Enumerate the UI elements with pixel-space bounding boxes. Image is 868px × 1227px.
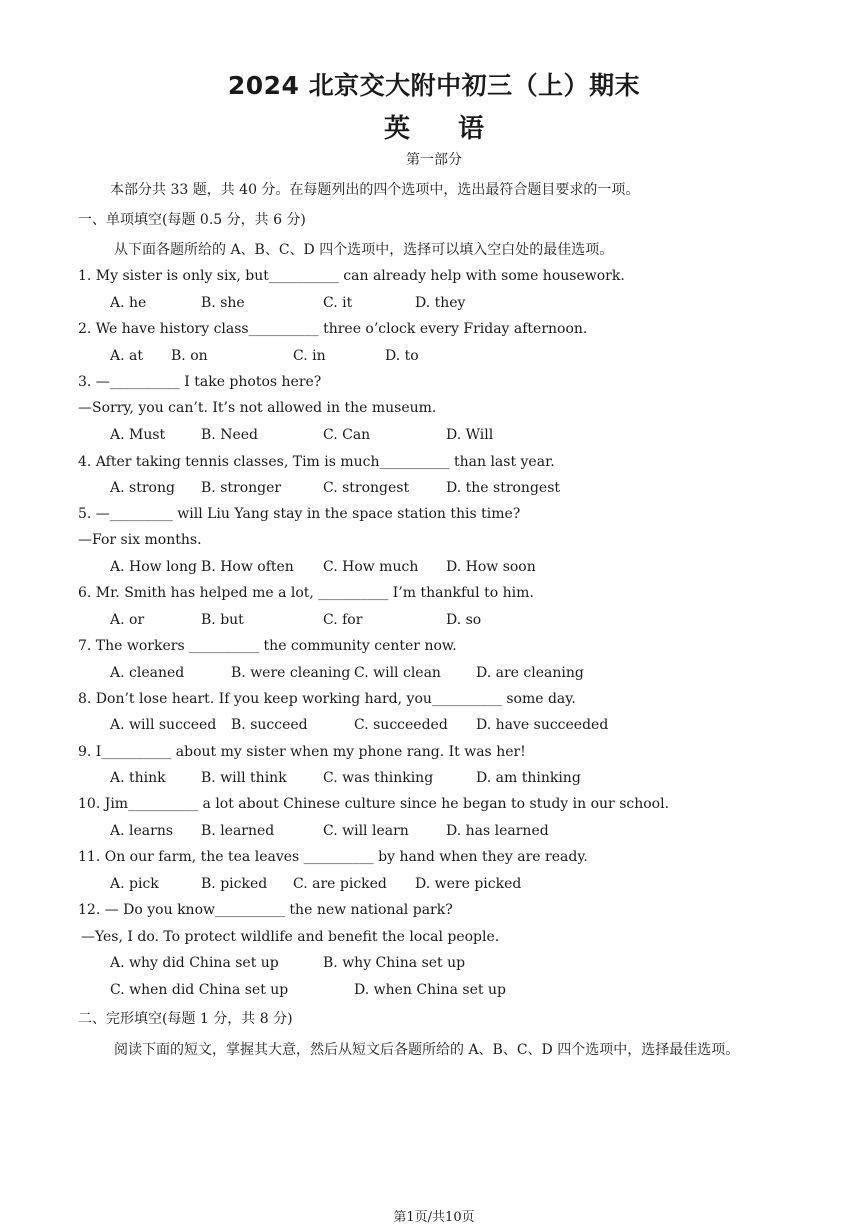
option-d: D. am thinking (476, 770, 581, 786)
option-c: C. Can (323, 427, 371, 443)
option-c: C. will learn (323, 823, 409, 839)
option-b: B. picked (201, 876, 268, 892)
option-c: C. will clean (354, 665, 441, 681)
option-c: C. are picked (293, 876, 387, 892)
question-reply: —Yes, I do. To protect wildlife and benefit the local people. (81, 929, 500, 945)
question-reply: —Sorry, you can’t. It’s not allowed in the museum. (78, 400, 437, 416)
option-d: D. were picked (415, 876, 522, 892)
part-label: 第一部分 (406, 152, 462, 168)
option-c: C. How much (323, 559, 419, 575)
option-d: D. the strongest (446, 480, 561, 496)
option-b: B. why China set up (323, 955, 466, 971)
option-a: A. pick (110, 876, 159, 892)
question-stem: 6. Mr. Smith has helped me a lot, __________ I’m thankful to him. (78, 585, 534, 601)
option-d: D. when China set up (354, 982, 506, 998)
option-b: B. stronger (201, 480, 282, 496)
question-reply: —For six months. (78, 532, 202, 548)
question-stem: 7. The workers __________ the community center now. (78, 638, 457, 654)
option-c: C. for (323, 612, 363, 628)
subject-char-1: 英 (383, 114, 410, 144)
option-b: B. will think (201, 770, 287, 786)
subject-char-2: 语 (458, 114, 485, 144)
option-c: C. was thinking (323, 770, 434, 786)
option-b: B. learned (201, 823, 275, 839)
option-a: A. cleaned (110, 665, 185, 681)
option-b: B. Need (201, 427, 258, 443)
option-a: A. How long (110, 559, 197, 575)
question-stem: 8. Don’t lose heart. If you keep working hard, you__________ some day. (78, 691, 576, 707)
option-d: D. Will (446, 427, 494, 443)
option-b: B. How often (201, 559, 294, 575)
question-stem: 9. I__________ about my sister when my phone rang. It was her! (78, 744, 526, 760)
section1-instruction: 从下面各题所给的 A、B、C、D 四个选项中，选择可以填入空白处的最佳选项。 (114, 242, 614, 258)
option-c: C. when did China set up (110, 982, 289, 998)
option-a: A. think (110, 770, 166, 786)
option-a: A. strong (110, 480, 175, 496)
option-b: B. were cleaning (231, 665, 351, 681)
question-stem: 11. On our farm, the tea leaves __________ by hand when they are ready. (78, 849, 588, 865)
option-d: D. are cleaning (476, 665, 584, 681)
option-d: D. have succeeded (476, 717, 609, 733)
option-c: C. strongest (323, 480, 410, 496)
option-d: D. so (446, 612, 482, 628)
option-a: A. or (110, 612, 145, 628)
option-a: A. at (110, 348, 143, 364)
section2-instruction: 阅读下面的短文，掌握其大意，然后从短文后各题所给的 A、B、C、D 四个选项中，选择最佳选项。 (114, 1042, 740, 1058)
option-b: B. but (201, 612, 244, 628)
option-b: B. on (171, 348, 208, 364)
option-a: A. will succeed (110, 717, 217, 733)
option-a: A. he (110, 295, 147, 311)
option-c: C. succeeded (354, 717, 448, 733)
subject-title (0, 108, 868, 145)
option-c: C. in (293, 348, 326, 364)
option-a: A. why did China set up (110, 955, 279, 971)
option-d: D. How soon (446, 559, 536, 575)
option-a: A. learns (110, 823, 174, 839)
section2-heading: 二、完形填空(每题 1 分，共 8 分) (78, 1011, 293, 1027)
option-d: D. to (385, 348, 419, 364)
option-b: B. succeed (231, 717, 308, 733)
question-stem: 1. My sister is only six, but__________ can already help with some housework. (78, 268, 625, 284)
question-stem: 5. —_________ will Liu Yang stay in the space station this time? (78, 506, 521, 522)
exam-title: 2024 北京交大附中初三（上）期末 (227, 71, 641, 100)
option-b: B. she (201, 295, 245, 311)
question-stem: 2. We have history class__________ three o’clock every Friday afternoon. (78, 321, 588, 337)
option-d: D. has learned (446, 823, 549, 839)
page-footer: 第1页/共10页 (393, 1210, 475, 1225)
section1-heading: 一、单项填空(每题 0.5 分，共 6 分) (78, 212, 306, 228)
question-stem: 4. After taking tennis classes, Tim is much__________ than last year. (78, 454, 555, 470)
part-intro: 本部分共 33 题，共 40 分。在每题列出的四个选项中，选出最符合题目要求的一项。 (110, 182, 640, 198)
option-d: D. they (415, 295, 466, 311)
option-c: C. it (323, 295, 353, 311)
question-stem: 3. —__________ I take photos here? (78, 374, 322, 390)
question-stem: 10. Jim__________ a lot about Chinese culture since he began to study in our school. (78, 796, 670, 812)
option-a: A. Must (110, 427, 166, 443)
question-stem: 12. — Do you know__________ the new national park? (78, 902, 453, 918)
